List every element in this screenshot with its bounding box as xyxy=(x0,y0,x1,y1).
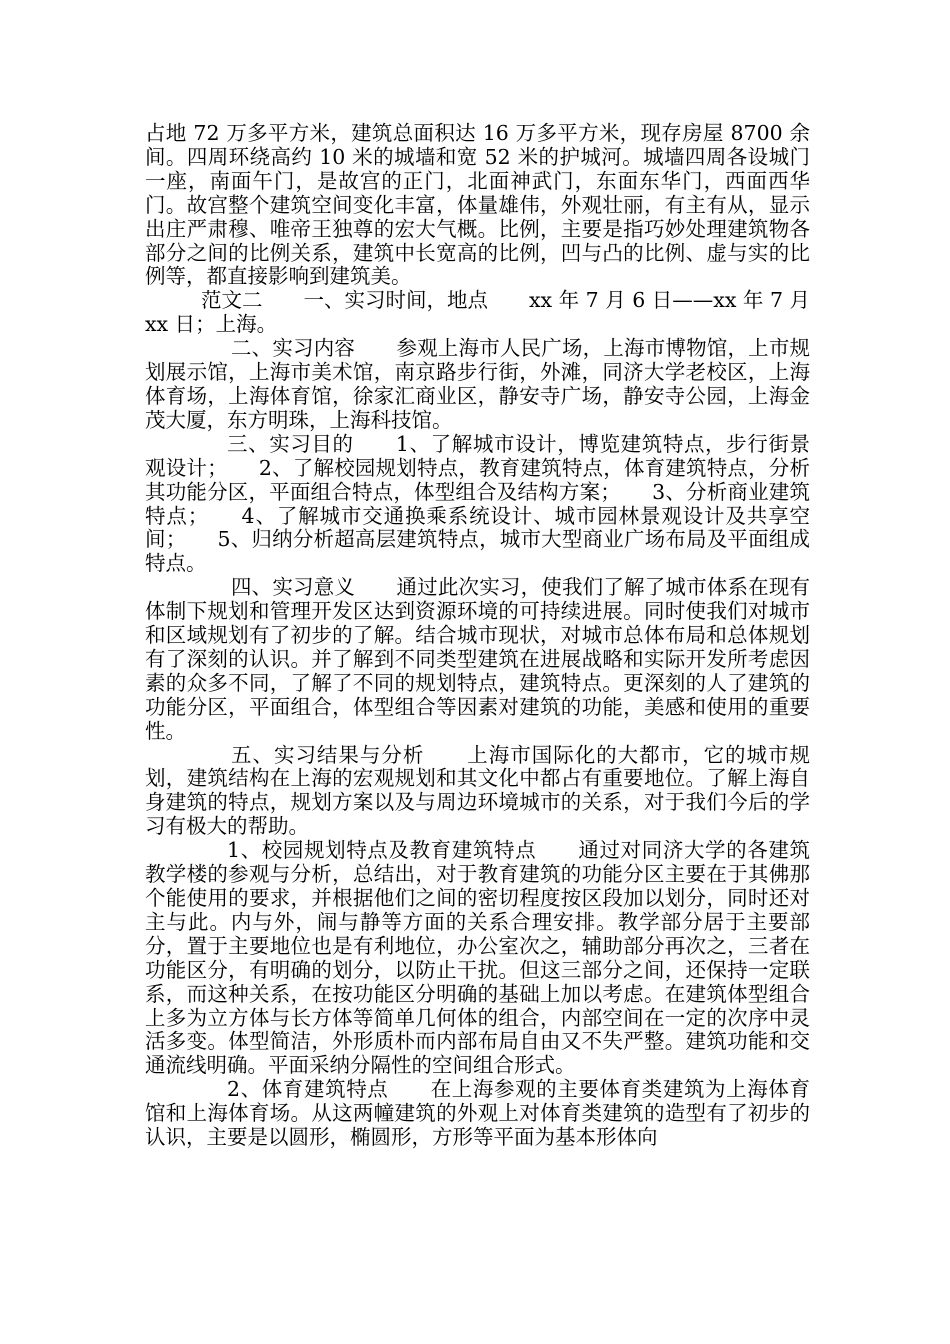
paragraph-internship-content: 二、实习内容 参观上海市人民广场，上海市博物馆，上市规划展示馆，上海市美术馆，南京路步行街，外滩，同济大学老校区，上海体育场，上海体育馆，徐家汇商业区，静安寺广场，静安寺公园，上海金茂大厦，东方明珠，上海科技馆。 xyxy=(145,336,810,432)
document-body xyxy=(145,122,810,1150)
paragraph-sample-two-time-place: 范文二 一、实习时间，地点 xx 年 7 月 6 日——xx 年 7 月 xx 日；上海。 xyxy=(145,288,811,337)
paragraph-internship-significance: 四、实习意义 通过此次实习，使我们了解了城市体系在现有体制下规划和管理开发区达到资源环境的可持续进展。同时使我们对城市和区域规划有了初步的了解。结合城市现状，对城市总体布局和总体规划有了深刻的认识。并了解到不同类型建筑在进展战略和实际开发所考虑因素的众多不同，了解了不同的规划特点，建筑特点。更深刻的人了建筑的功能分区，平面组合，体型组合等因素对建筑的功能，美感和使用的重要性。 xyxy=(145,575,810,743)
paragraph-campus-planning: 1、校园规划特点及教育建筑特点 通过对同济大学的各建筑教学楼的参观与分析，总结出，对于教育建筑的功能分区主要在于其佛那个能使用的要求，并根据他们之间的密切程度按区段加以划分，同时还对主与此。内与外，闹与静等方面的关系合理安排。教学部分居于主要部分，置于主要地位也是有利地位，办公室次之，辅助部分再次之，三者在功能区分，有明确的划分，以防止干扰。但这三部分之间，还保持一定联系，而这种关系，在按功能区分明确的基础上加以考虑。在建筑体型组合上多为立方体与长方体等简单几何体的组合，内部空间在一定的次序中灵活多变。体型简洁，外形质朴而内部布局自由又不失严整。建筑功能和交通流线明确。平面采纳分隔性的空间组合形式。 xyxy=(145,838,810,1078)
paragraph-results-analysis: 五、实习结果与分析 上海市国际化的大都市，它的城市规划，建筑结构在上海的宏观规划和其文化中都占有重要地位。了解上海自身建筑的特点，规划方案以及与周边环境城市的关系，对于我们今后的学习有极大的帮助。 xyxy=(145,742,810,839)
paragraph-internship-purpose: 三、实习目的 1、了解城市设计，博览建筑特点，步行街景观设计； 2、了解校园规划特点，教育建筑特点，体育建筑特点，分析其功能分区，平面组合特点，体型组合及结构方案； 3、分析商业建筑特点； 4、了解城市交通换乘系统设计、城市园林景观设计及共享空间； 5、归纳分析超高层建筑特点，城市大型商业广场布局及平面组成特点。 xyxy=(145,431,810,576)
paragraph-forbidden-city: 占地 72 万多平方米，建筑总面积达 16 万多平方米，现存房屋 8700 余间。四周环绕高约 10 米的城墙和宽 52 米的护城河。城墙四周各设城门一座，南面午门，是故宫的正门，北面神武门，东面东华门，西面西华门。故宫整个建筑空间变化丰富，体量雄伟，外观壮丽，有主有从，显示出庄严肃穆、唯帝王独尊的宏大气概。比例，主要是指巧妙处理建筑物各部分之间的比例关系，建筑中长宽高的比例，凹与凸的比例、虚与实的比例等，都直接影响到建筑美。 xyxy=(145,121,810,289)
paragraph-sports-architecture: 2、体育建筑特点 在上海参观的主要体育类建筑为上海体育馆和上海体育场。从这两幢建筑的外观上对体育类建筑的造型有了初步的认识，主要是以圆形，椭圆形，方形等平面为基本形体向 xyxy=(145,1077,810,1150)
